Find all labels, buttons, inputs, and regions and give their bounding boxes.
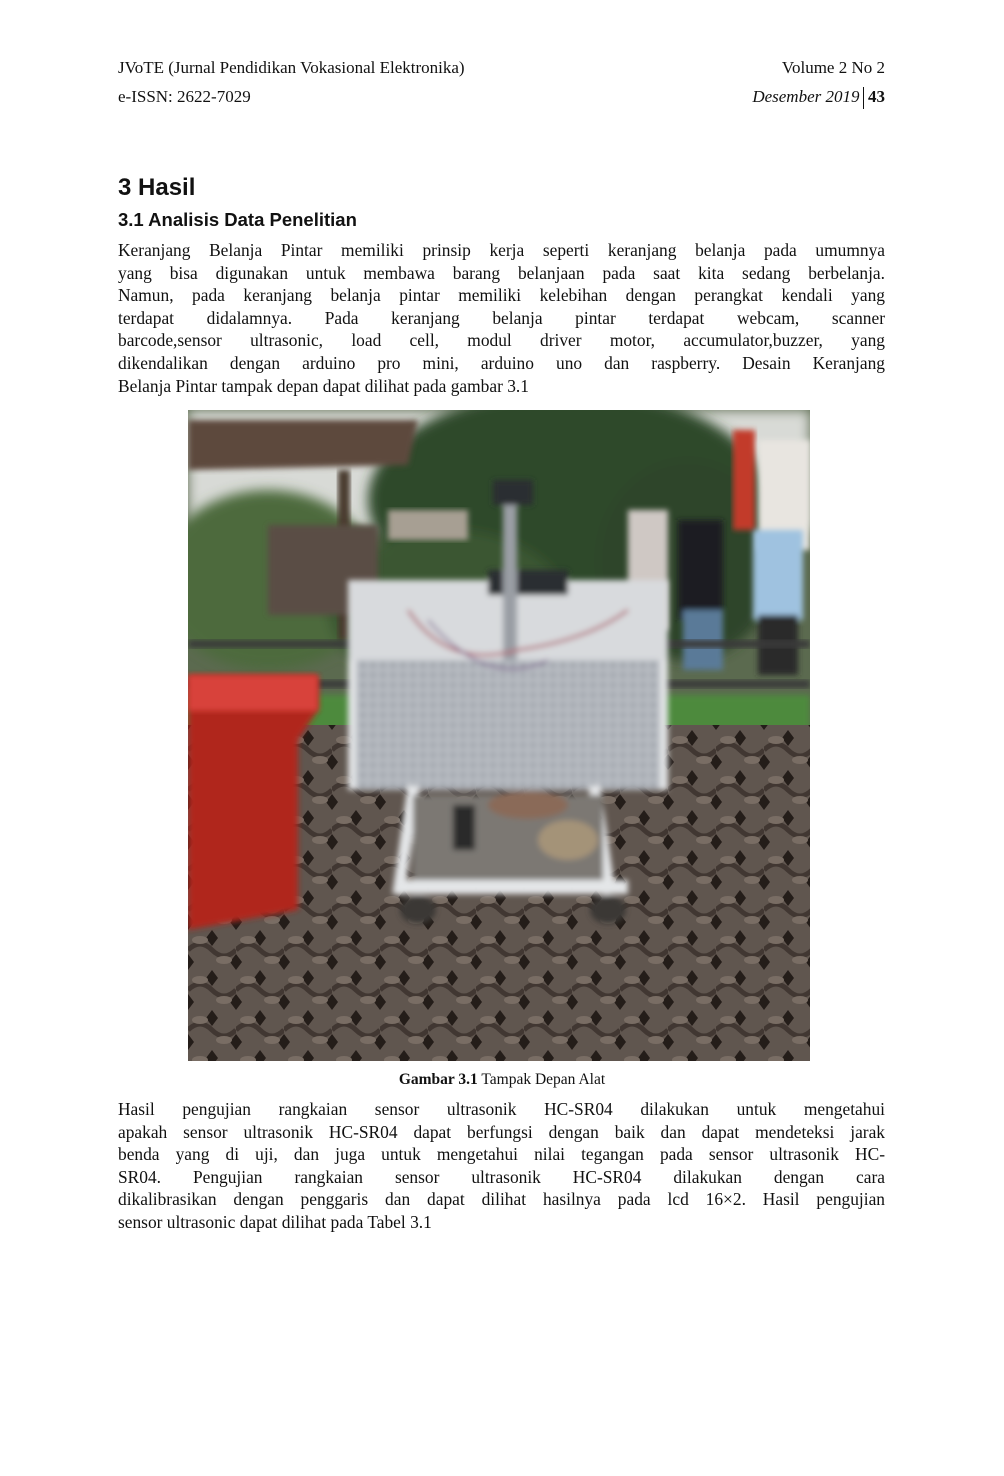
cart-photo-illustration (188, 410, 810, 1061)
journal-name: JVoTE (Jurnal Pendidikan Vokasional Elektronika) (118, 58, 465, 77)
volume-number: Volume 2 No 2 (781, 58, 885, 77)
figure-caption (0, 1071, 1004, 1089)
running-header-bottom (118, 86, 885, 108)
issn: e-ISSN: 2622-7029 (118, 87, 251, 106)
text-line: Namun, pada keranjang belanja pintar memiliki kelebihan dengan perangkat kendali yang (118, 285, 885, 306)
paragraph-ultrasonic-test (118, 1098, 885, 1234)
figure-caption-text: Tampak Depan Alat (477, 1071, 606, 1088)
running-header-top (118, 58, 885, 78)
text-line: barcode,sensor ultrasonic, load cell, modul driver motor, accumulator,buzzer, yang (118, 330, 885, 351)
text-line: benda yang di uji, dan juga untuk mengetahui nilai tegangan pada sensor ultrasonik HC- (118, 1144, 885, 1165)
figure-label: Gambar 3.1 (398, 1071, 478, 1088)
text-line: Keranjang Belanja Pintar memiliki prinsip kerja seperti keranjang belanja pada umumnya (118, 240, 885, 260)
text-line: terdapat didalamnya. Pada keranjang belanja pintar terdapat webcam, scanner (118, 307, 885, 328)
section-title: 3 Hasil (118, 174, 196, 201)
text-line: sensor ultrasonic dapat dilihat pada Tabel 3.1 (118, 1211, 432, 1232)
subsection-title: 3.1 Analisis Data Penelitian (118, 209, 357, 230)
text-line: Hasil pengujian rangkaian sensor ultrasonik HC-SR04 dilakukan untuk mengetahui (118, 1099, 885, 1119)
issue-date: Desember 2019 (752, 87, 860, 106)
text-line: dikalibrasikan dengan penggaris dan dapat dilihat hasilnya pada lcd 16×2. Hasil pengujian (118, 1189, 885, 1210)
text-line: Belanja Pintar tampak depan dapat dilihat pada gambar 3.1 (118, 375, 529, 396)
date-page (752, 86, 885, 108)
paragraph-intro (118, 239, 885, 397)
header-divider (863, 87, 865, 109)
page-number: 43 (868, 87, 885, 106)
text-line: yang bisa digunakan untuk membawa barang belanjaan pada saat kita sedang berbelanja. (118, 262, 885, 283)
text-line: dikendalikan dengan arduino pro mini, arduino uno dan raspberry. Desain Keranjang (118, 352, 885, 373)
text-line: SR04. Pengujian rangkaian sensor ultrasonik HC-SR04 dilakukan dengan cara (118, 1166, 885, 1187)
figure-photo-smart-cart (188, 410, 810, 1061)
text-line: apakah sensor ultrasonik HC-SR04 dapat berfungsi dengan baik dan dapat mendeteksi jarak (118, 1121, 885, 1142)
